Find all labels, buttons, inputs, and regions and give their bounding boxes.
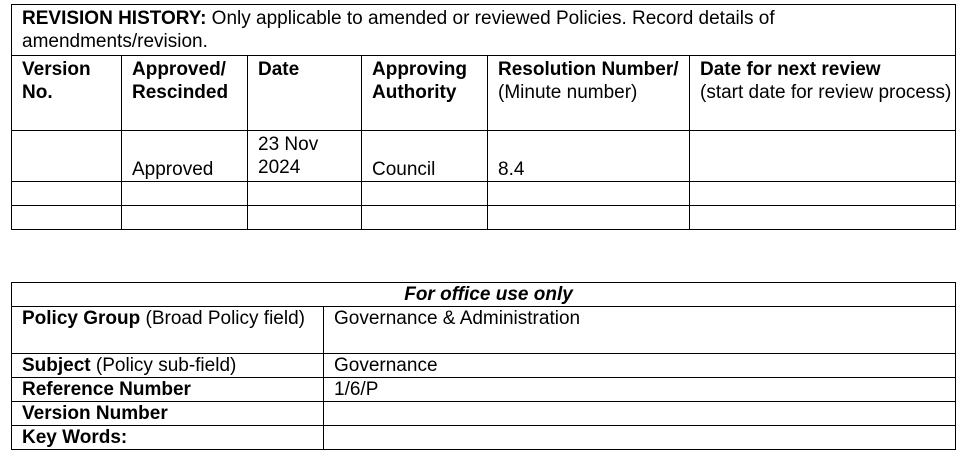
table-row: [12, 402, 956, 426]
header-approving-authority: Approving Authority: [362, 56, 488, 131]
blank-cell: [690, 182, 956, 206]
resolution-number-note: (Minute number): [498, 82, 638, 103]
header-next-review: [690, 56, 956, 131]
office-use-title: For office use only: [12, 283, 956, 307]
next-review-note: (start date for review process): [700, 82, 952, 103]
subject-value: Governance: [324, 354, 956, 378]
table-row: [12, 182, 956, 206]
blank-cell: [690, 206, 956, 230]
subject-label-note: (Policy sub-field): [90, 355, 237, 376]
blank-cell: [12, 206, 122, 230]
cell-next-review: [690, 131, 956, 182]
table-row: [12, 426, 956, 450]
revision-history-table: [11, 4, 956, 230]
policy-group-label: [12, 307, 324, 354]
blank-cell: [362, 206, 488, 230]
cell-resolution: 8.4: [488, 131, 690, 182]
version-number-label-bold: Version Number: [22, 403, 168, 424]
next-review-label: Date for next review: [700, 59, 881, 80]
header-approved-rescinded: Approved/ Rescinded: [122, 56, 248, 131]
key-words-value: [324, 426, 956, 450]
reference-number-value: 1/6/P: [324, 378, 956, 402]
table-row: [12, 354, 956, 378]
cell-authority: Council: [362, 131, 488, 182]
revision-history-heading: [12, 5, 956, 56]
revision-history-title: REVISION HISTORY:: [22, 8, 207, 29]
key-words-label: [12, 426, 324, 450]
header-version: Version No.: [12, 56, 122, 131]
blank-cell: [248, 206, 362, 230]
policy-group-label-bold: Policy Group: [22, 308, 141, 329]
policy-group-label-note: (Broad Policy field): [140, 308, 305, 329]
header-date: Date: [248, 56, 362, 131]
key-words-label-bold: Key Words:: [22, 427, 128, 448]
revision-history-instructions: Only applicable to amended or reviewed Policies. Record details of amendments/revision.: [22, 8, 775, 52]
blank-cell: [122, 206, 248, 230]
subject-label-bold: Subject: [22, 355, 91, 376]
resolution-number-label: Resolution Number/: [498, 59, 679, 80]
cell-date: 23 Nov 2024: [248, 131, 362, 182]
version-number-value: [324, 402, 956, 426]
cell-version: [12, 131, 122, 182]
header-resolution-number: [488, 56, 690, 131]
cell-approved: Approved: [122, 131, 248, 182]
table-row: [12, 307, 956, 354]
blank-cell: [488, 182, 690, 206]
reference-number-label: [12, 378, 324, 402]
reference-number-label-bold: Reference Number: [22, 379, 191, 400]
office-use-table: [11, 282, 956, 450]
table-row: [12, 378, 956, 402]
policy-group-value: Governance & Administration: [324, 307, 956, 354]
blank-cell: [488, 206, 690, 230]
blank-cell: [248, 182, 362, 206]
subject-label: [12, 354, 324, 378]
version-number-label: [12, 402, 324, 426]
blank-cell: [362, 182, 488, 206]
blank-cell: [122, 182, 248, 206]
blank-cell: [12, 182, 122, 206]
table-row: [12, 206, 956, 230]
table-row: [12, 131, 956, 182]
